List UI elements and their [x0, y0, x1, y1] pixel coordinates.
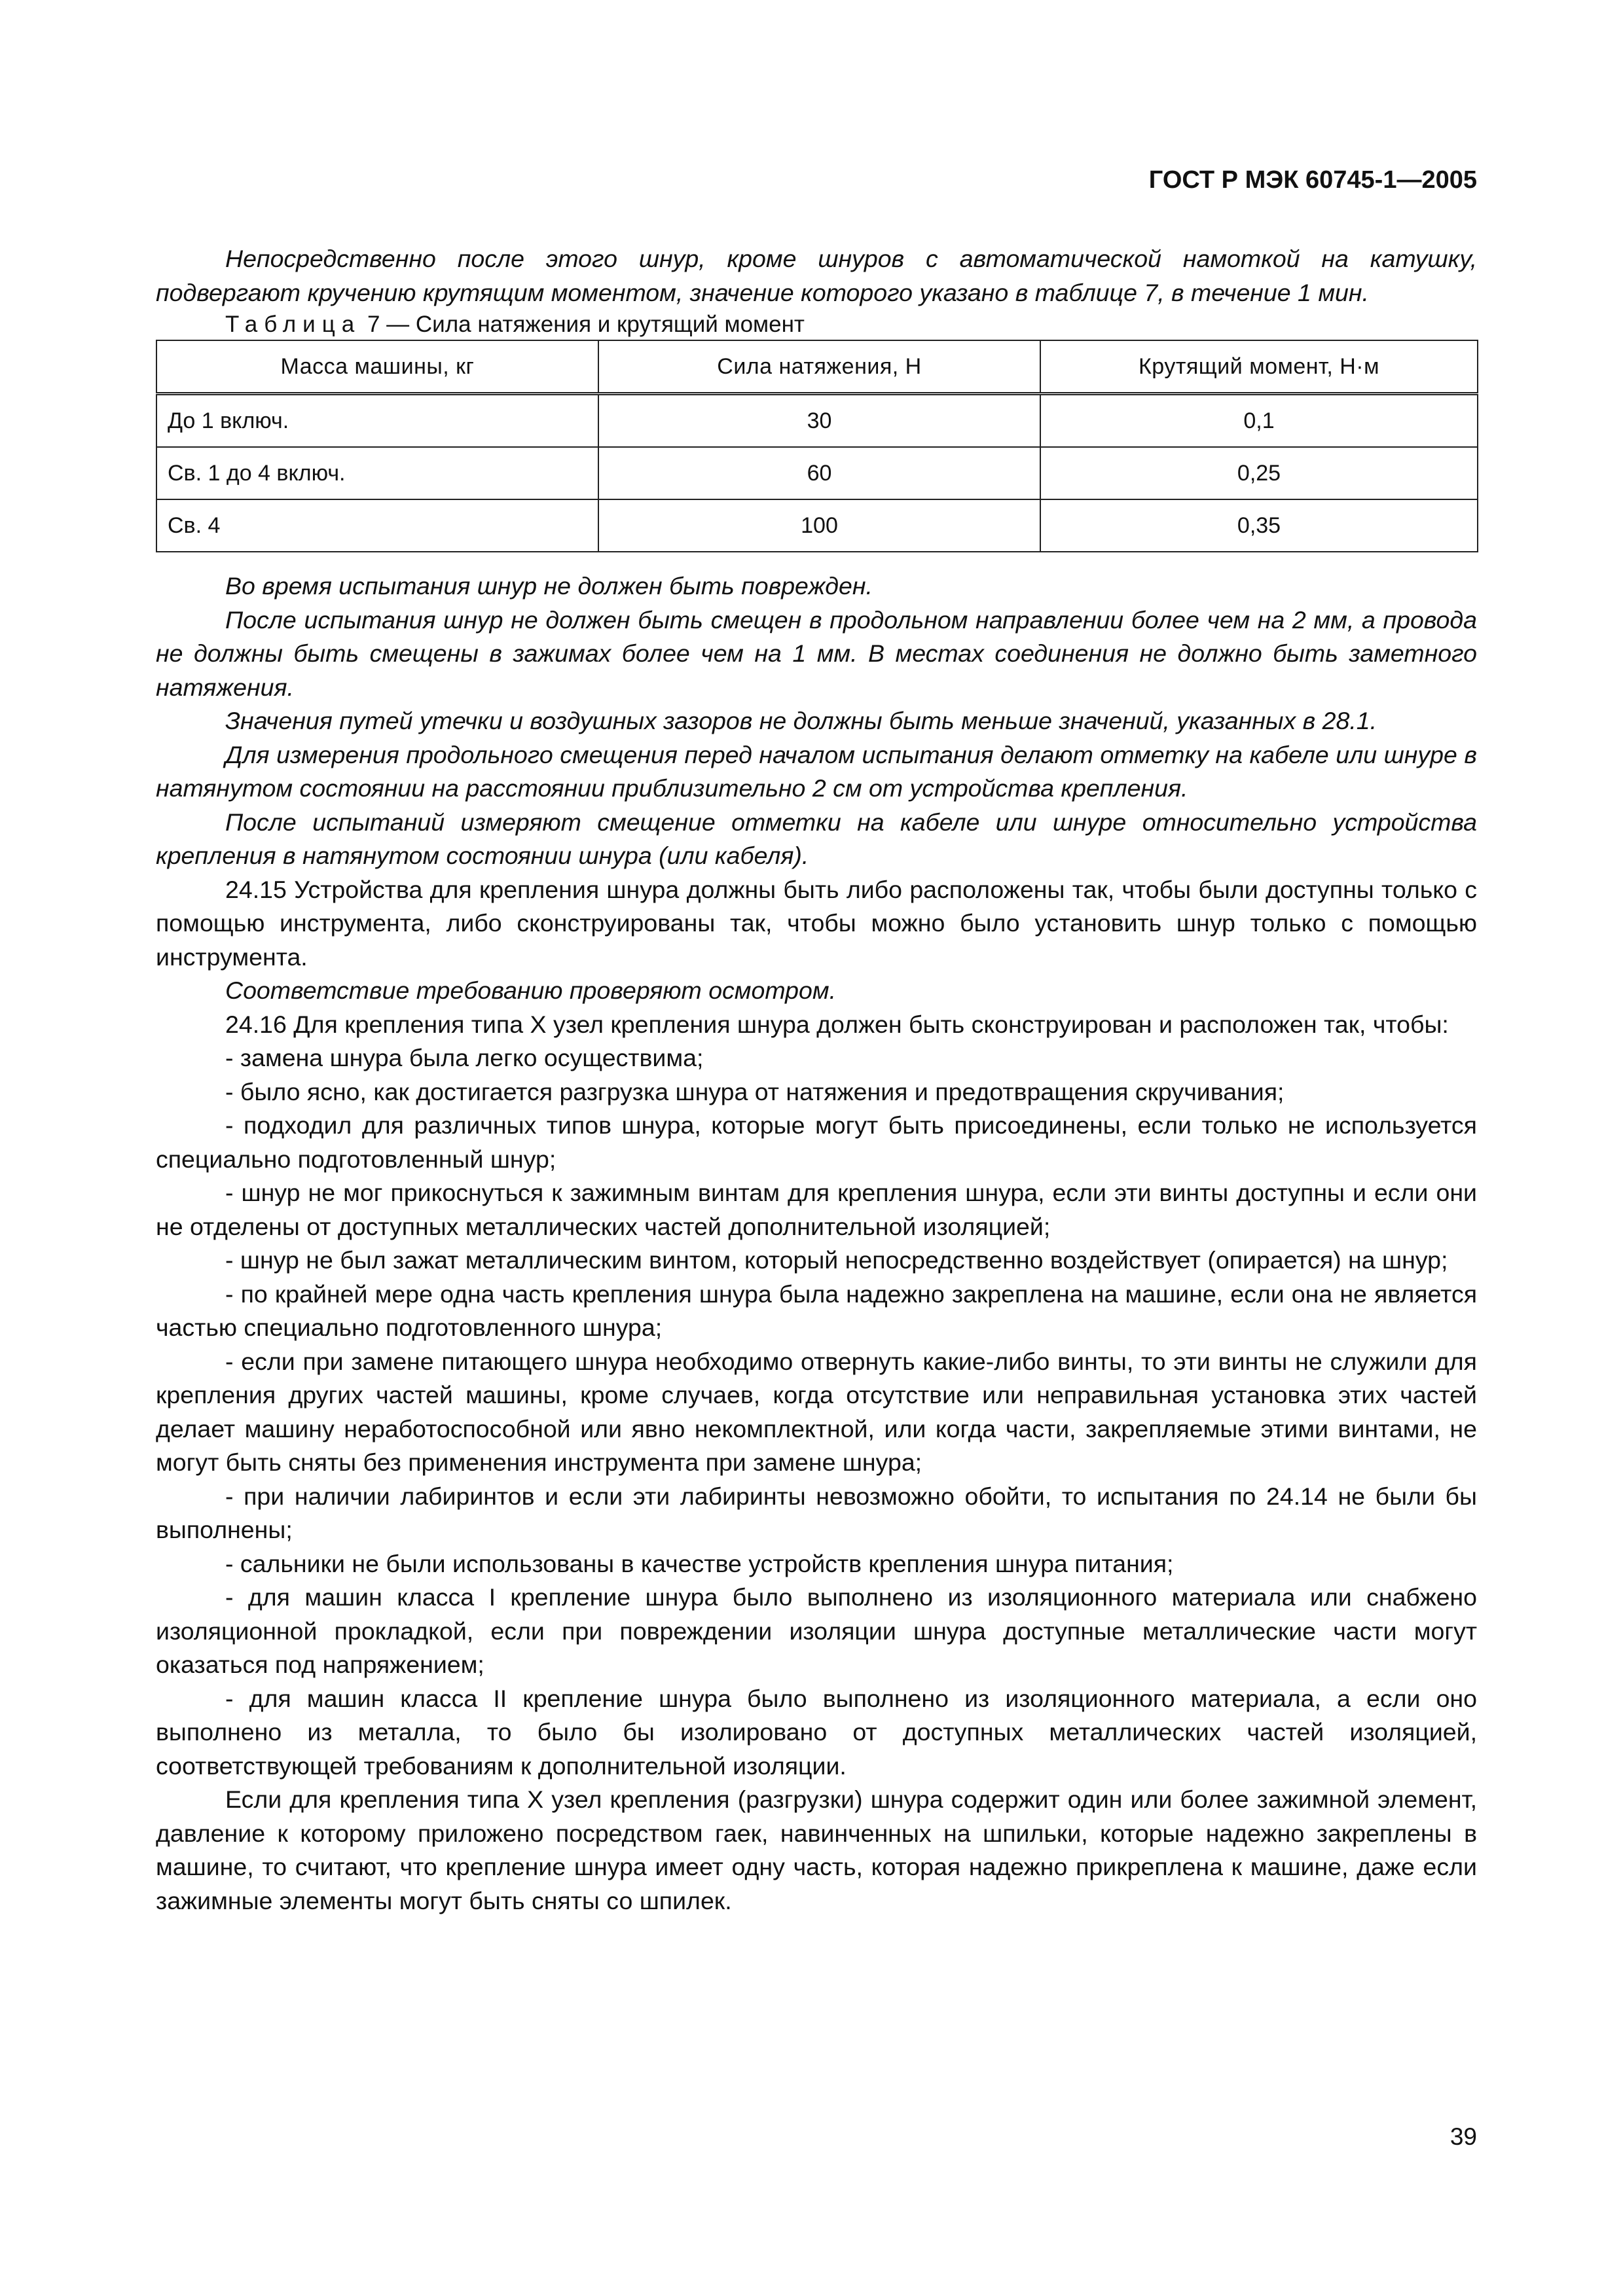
- note-paragraph: Для измерения продольного смещения перед началом испытания делают отметку на кабеле или шнуре в натянутом состоянии на расстоянии приблизительно 2 см от устройства крепления.: [156, 740, 1477, 802]
- body-paragraph: Если для крепления типа X узел крепления (разгрузки) шнура содержит один или более зажимной элемент, давление к которому приложено посредством гаек, навинченных на шпильки, которые надежно закреплены в машине, то считают, что крепление шнура имеет одну часть, которая надежно прикреплена к машине, даже если зажимные элементы могут быть сняты со шпилек.: [156, 1785, 1477, 1914]
- table-caption: [156, 310, 1477, 340]
- paragraph-list: [156, 569, 1477, 1918]
- document-body: [156, 242, 1477, 1918]
- standard-code: ГОСТ Р МЭК 60745-1—2005: [1148, 166, 1477, 194]
- table-cell-torque: 0,1: [1040, 394, 1478, 448]
- table-cell-tension: 30: [598, 394, 1040, 448]
- body-paragraph: - замена шнура была легко осуществима;: [225, 1044, 704, 1071]
- table-cell-torque: 0,35: [1040, 499, 1478, 552]
- body-paragraph: - если при замене питающего шнура необходимо отвернуть какие-либо винты, то эти винты не служили для крепления других частей машины, кроме случаев, когда отсутствие или неправильная установка этих частей делает машину неработоспособной или явно некомплектной, или когда части, закрепляемые этими винтами, не могут быть сняты без применения инструмента при замене шнура;: [156, 1347, 1477, 1476]
- note-paragraph: Соответствие требованию проверяют осмотром.: [225, 977, 837, 1004]
- body-paragraph: - при наличии лабиринтов и если эти лабиринты невозможно обойти, то испытания по 24.14 не были бы выполнены;: [156, 1482, 1477, 1543]
- table-cell-torque: 0,25: [1040, 447, 1478, 499]
- page-number: 39: [1450, 2123, 1477, 2150]
- column-header-tension: Сила натяжения, Н: [598, 340, 1040, 394]
- table-cell-tension: 60: [598, 447, 1040, 499]
- column-header-torque: Крутящий момент, Н·м: [1040, 340, 1478, 394]
- table-caption-label: Таблица: [225, 312, 361, 337]
- table-cell-tension: 100: [598, 499, 1040, 552]
- note-paragraph: После испытания шнур не должен быть смещен в продольном направлении более чем на 2 мм, а провода не должны быть смещены в зажимах более чем на 1 мм. В местах соединения не должно быть заметного натяжения.: [156, 605, 1477, 701]
- body-paragraph: - сальники не были использованы в качестве устройств крепления шнура питания;: [225, 1549, 1174, 1577]
- standard-header: [156, 164, 1477, 196]
- body-paragraph: 24.16 Для крепления типа X узел крепления шнура должен быть сконструирован и расположен так, чтобы:: [225, 1010, 1449, 1038]
- table-cell-mass: Св. 1 до 4 включ.: [156, 447, 598, 499]
- intro-paragraph: Непосредственно после этого шнур, кроме шнуров с автоматической намоткой на катушку, подвергают кручению крутящим моментом, значение которого указано в таблице 7, в течение 1 мин.: [156, 245, 1477, 306]
- table-cell-mass: Св. 4: [156, 499, 598, 552]
- body-paragraph: - шнур не мог прикоснуться к зажимным винтам для крепления шнура, если эти винты доступны и если они не отделены от доступных металлических частей дополнительной изоляцией;: [156, 1179, 1477, 1240]
- table-row: [156, 394, 1478, 448]
- body-paragraph: - было ясно, как достигается разгрузка шнура от натяжения и предотвращения скручивания;: [225, 1077, 1285, 1105]
- body-paragraph: 24.15 Устройства для крепления шнура должны быть либо расположены так, чтобы были доступны только с помощью инструмента, либо сконструированы так, чтобы можно было установить шнур только с помощью инструмента.: [156, 875, 1477, 971]
- body-paragraph: - для машин класса II крепление шнура было выполнено из изоляционного материала, а если оно выполнено из металла, то было бы изолировано от доступных металлических частей изоляцией, соответствующей требованиям к дополнительной изоляции.: [156, 1684, 1477, 1780]
- table-row: [156, 447, 1478, 499]
- note-paragraph: Значения путей утечки и воздушных зазоров не должны быть меньше значений, указанных в 28.1.: [225, 707, 1377, 734]
- body-paragraph: - подходил для различных типов шнура, которые могут быть присоединены, если только не используется специально подготовленный шнур;: [156, 1111, 1477, 1173]
- body-paragraph: - для машин класса I крепление шнура было выполнено из изоляционного материала или снабжено изоляционной прокладкой, если при повреждении изоляции шнура доступные металлические части могут оказаться под напряжением;: [156, 1583, 1477, 1678]
- table-caption-text: 7 — Сила натяжения и крутящий момент: [367, 312, 805, 337]
- table-cell-mass: До 1 включ.: [156, 394, 598, 448]
- table-row: [156, 499, 1478, 552]
- body-paragraph: - шнур не был зажат металлическим винтом, который непосредственно воздействует (опирается) на шнур;: [225, 1246, 1448, 1274]
- tension-torque-table: [156, 340, 1478, 552]
- body-paragraph: - по крайней мере одна часть крепления шнура была надежно закреплена на машине, если она не является частью специально подготовленного шнура;: [156, 1280, 1477, 1341]
- note-paragraph: После испытаний измеряют смещение отметки на кабеле или шнуре относительно устройства крепления в натянутом состоянии шнура (или кабеля).: [156, 808, 1477, 869]
- table-header-row: [156, 340, 1478, 394]
- column-header-mass: Масса машины, кг: [156, 340, 598, 394]
- note-paragraph: Во время испытания шнур не должен быть поврежден.: [225, 572, 873, 600]
